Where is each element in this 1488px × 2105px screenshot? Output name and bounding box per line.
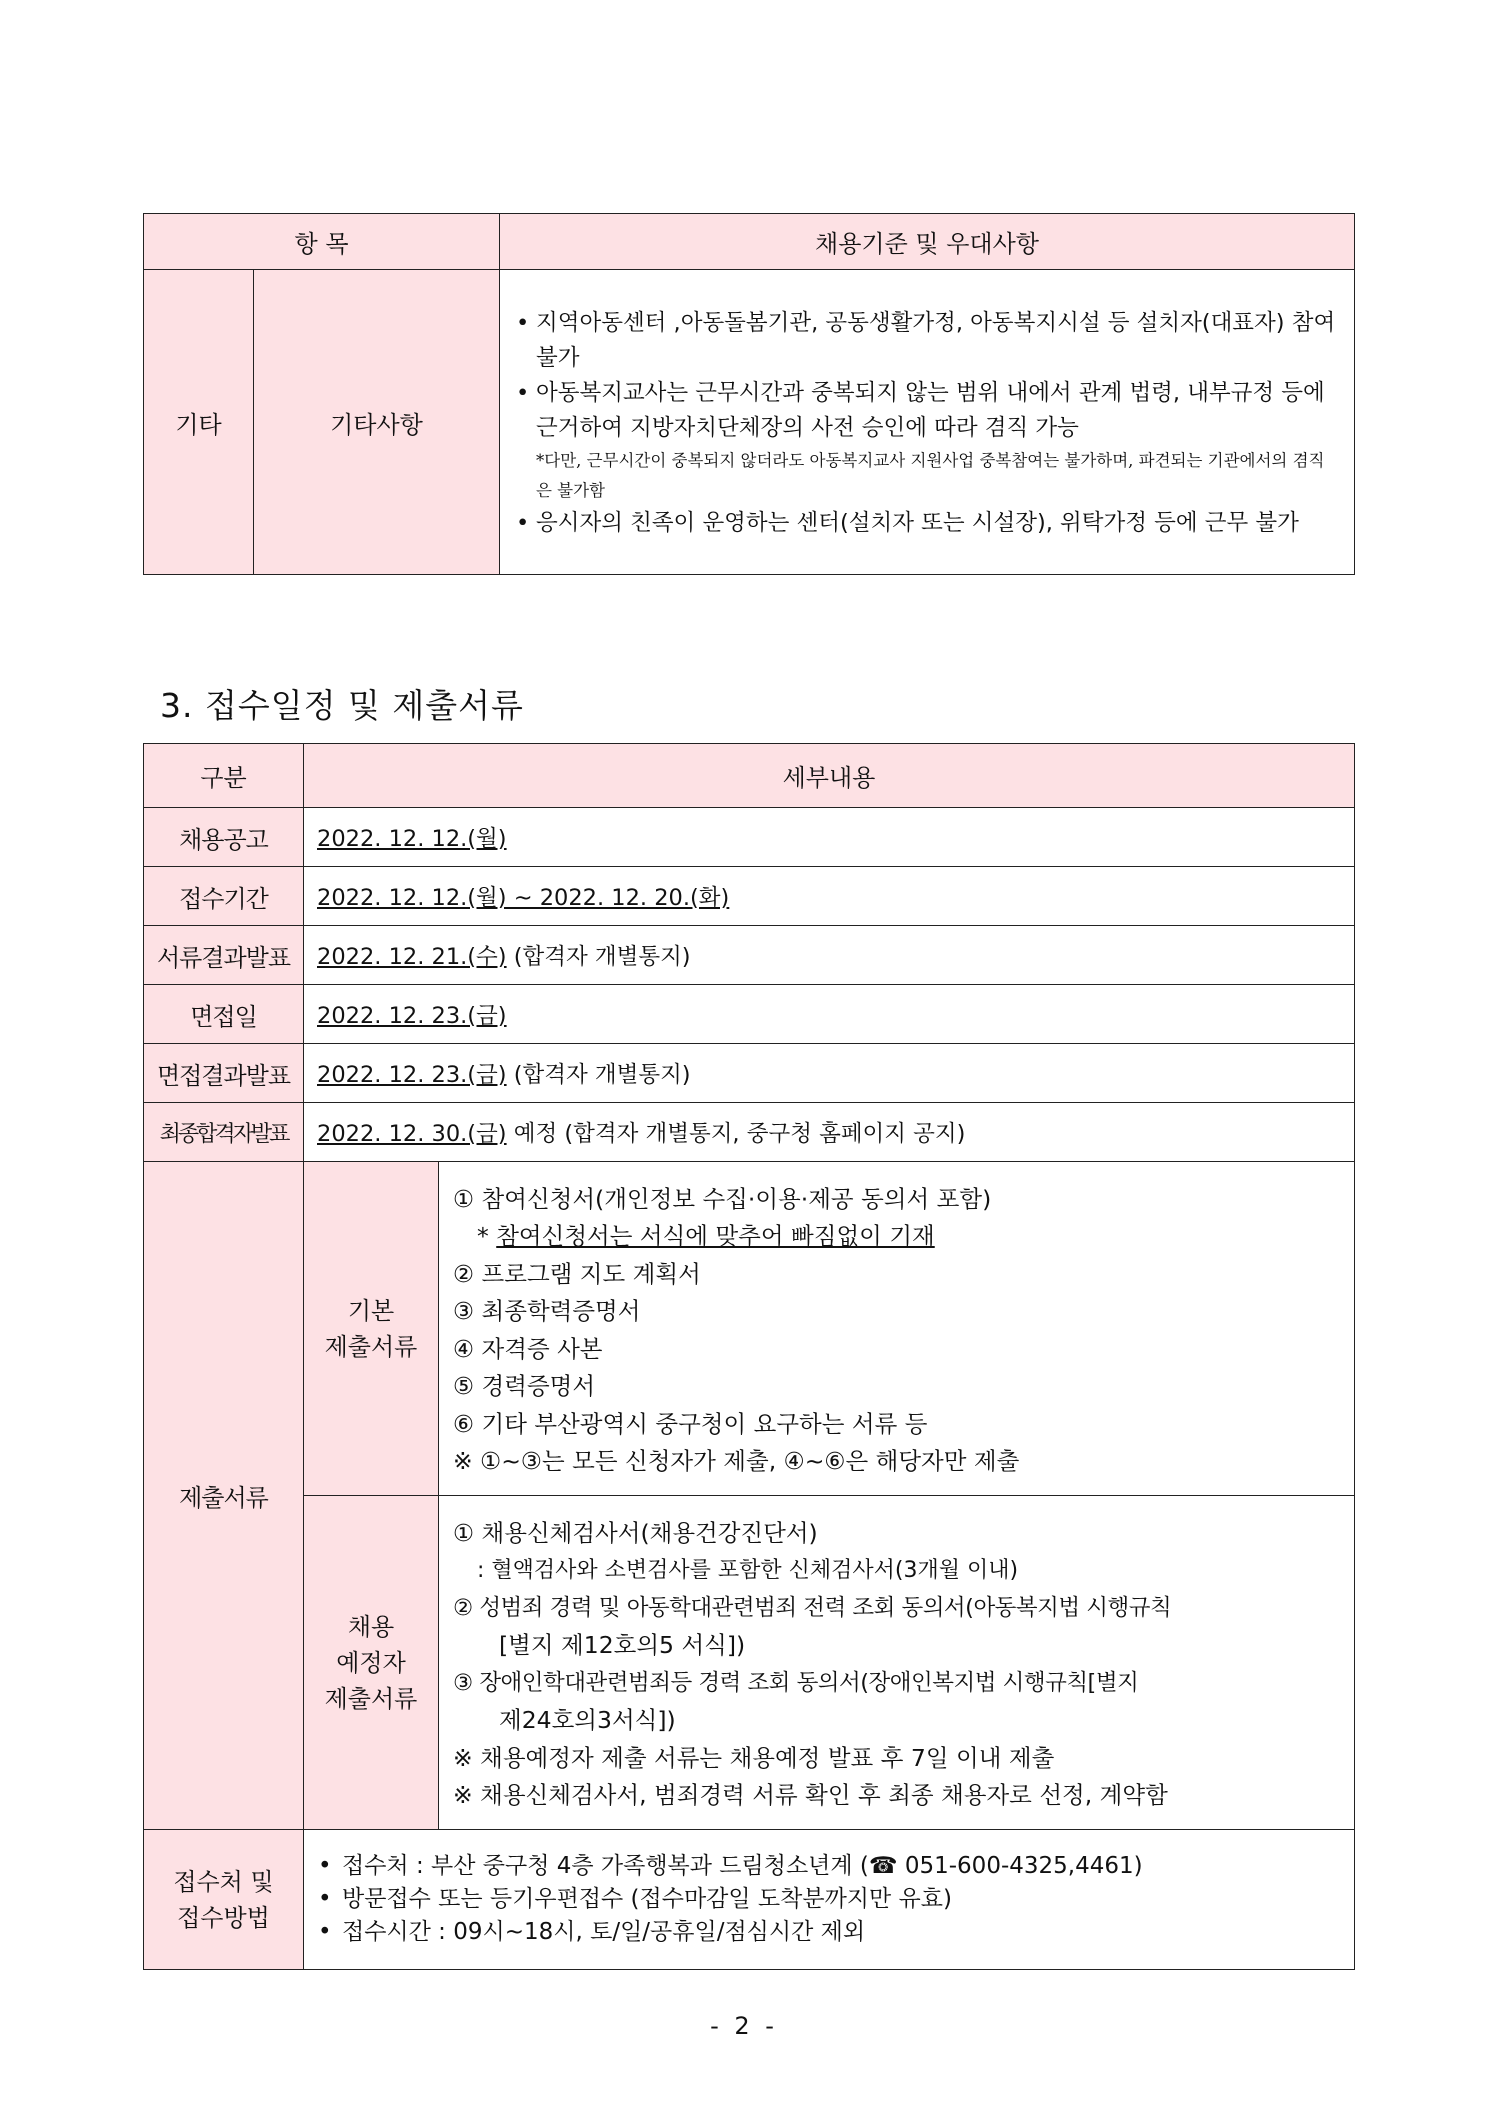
schedule-label: 접수기간 [144,867,304,926]
schedule-row [144,808,1355,867]
list-item-cont: [별지 제12호의5 서식]) [499,1631,746,1659]
schedule-date: 2022. 12. 21.(수) [317,944,507,970]
bullet-text: 아동복지교사는 근무시간과 중복되지 않는 범위 내에서 관계 법령, 내부규정 등에 근거하여 지방자치단체장의 사전 승인에 따라 겸직 가능 [536,379,1325,441]
list-item: ⑥ 기타 부산광역시 중구청이 요구하는 서류 등 [453,1409,928,1438]
list-item: ① 채용신체검사서(채용건강진단서) [453,1518,818,1547]
criteria-row-etc [144,270,1355,575]
receive-list [304,1830,1355,1970]
schedule-table [143,743,1355,1970]
criteria-table-header [144,214,1355,270]
schedule-label: 서류결과발표 [144,926,304,985]
criteria-note: *다만, 근무시간이 중복되지 않더라도 아동복지교사 지원사업 중복참여는 불가하며, 파견되는 기관에서의 겸직은 불가함 [536,450,1325,500]
bullet-icon: • [318,1919,332,1945]
schedule-row [144,926,1355,985]
schedule-date: 2022. 12. 12.(월) ~ 2022. 12. 20.(화) [317,885,730,911]
schedule-value [304,985,1355,1044]
bullet-icon: • [516,379,530,406]
bullet-icon: • [318,1853,332,1879]
planned-docs-label [304,1496,439,1830]
bullet-text: 방문접수 또는 등기우편접수 (접수마감일 도착분까지만 유효) [342,1886,952,1912]
basic-docs-label-line: 제출서류 [324,1332,418,1361]
schedule-extra: (합격자 개별통지) [506,1062,691,1088]
page-number: - 2 - [710,2012,778,2040]
basic-docs-label [304,1162,439,1496]
category-cell: 기타 [144,270,254,575]
list-item [318,1883,1340,1916]
bullet-text: 접수처 : 부산 중구청 4층 가족행복과 드림청소년계 (☎ 051-600-4325,4461) [342,1853,1143,1879]
note-star: * [477,1222,497,1250]
bullet-text: 응시자의 친족이 운영하는 센터(설치자 또는 시설장), 위탁가정 등에 근무 불가 [536,509,1299,536]
list-item-note: : 혈액검사와 소변검사를 포함한 신체검사서(3개월 이내) [477,1558,1019,1583]
section-title: 3. 접수일정 및 제출서류 [160,686,524,725]
basic-docs-label-line: 기본 [347,1296,395,1325]
list-item: ※ 채용신체검사서, 범죄경력 서류 확인 후 최종 채용자로 선정, 계약함 [453,1781,1168,1809]
docs-basic-row [144,1162,1355,1496]
schedule-date: 2022. 12. 30.(금) [317,1121,507,1147]
schedule-table-header [144,744,1355,808]
receive-label [144,1830,304,1970]
planned-docs-label-line: 예정자 [336,1648,406,1677]
schedule-label: 면접결과발표 [144,1044,304,1103]
header-criteria: 채용기준 및 우대사항 [500,214,1355,270]
list-item [318,1916,1340,1949]
schedule-label: 최종합격자발표 [144,1103,304,1162]
list-item [318,1850,1340,1883]
schedule-row [144,867,1355,926]
schedule-extra: (합격자 개별통지) [506,944,691,970]
docs-label: 제출서류 [144,1162,304,1830]
schedule-date: 2022. 12. 23.(금) [317,1003,507,1029]
schedule-label: 면접일 [144,985,304,1044]
list-item: ② 프로그램 지도 계획서 [453,1259,701,1288]
list-item: ① 참여신청서(개인정보 수집·이용·제공 동의서 포함) [453,1184,992,1213]
bullet-text: 접수시간 : 09시~18시, 토/일/공휴일/점심시간 제외 [342,1919,866,1945]
basic-docs-list [439,1162,1355,1496]
planned-docs-list [439,1496,1355,1830]
bullet-icon: • [516,309,530,336]
list-item: ④ 자격증 사본 [453,1334,603,1363]
schedule-value [304,808,1355,867]
planned-docs-label-line: 채용 [347,1612,395,1641]
schedule-extra: 예정 (합격자 개별통지, 중구청 홈페이지 공지) [506,1121,966,1147]
schedule-row [144,1103,1355,1162]
list-item [516,376,1338,446]
schedule-date: 2022. 12. 23.(금) [317,1062,507,1088]
receive-label-line: 접수처 및 [173,1867,274,1896]
schedule-value [304,1044,1355,1103]
list-item: ※ ①~③는 모든 신청자가 제출, ④~⑥은 해당자만 제출 [453,1447,1020,1475]
list-item [516,306,1338,376]
schedule-value [304,926,1355,985]
list-item: ⑤ 경력증명서 [453,1372,596,1400]
bullet-icon: • [516,509,530,536]
list-item: ③ 최종학력증명서 [453,1297,641,1325]
note-text: 참여신청서는 서식에 맞추어 빠짐없이 기재 [496,1222,935,1250]
planned-docs-label-line: 제출서류 [324,1684,418,1713]
subcategory-cell: 기타사항 [254,270,500,575]
schedule-row [144,1044,1355,1103]
header-detail: 세부내용 [304,744,1355,808]
schedule-label: 채용공고 [144,808,304,867]
schedule-value [304,1103,1355,1162]
docs-planned-row [144,1496,1355,1830]
receive-row [144,1830,1355,1970]
schedule-value [304,867,1355,926]
bullet-text: 지역아동센터 ,아동돌봄기관, 공동생활가정, 아동복지시설 등 설치자(대표자) 참여 불가 [536,309,1336,371]
list-item-cont: 제24호의3서식]) [499,1706,676,1734]
schedule-row [144,985,1355,1044]
list-item [516,506,1338,541]
criteria-content [500,270,1355,575]
list-item: ③ 장애인학대관련범죄등 경력 조회 동의서(장애인복지법 시행규칙[별지 [453,1669,1139,1696]
header-item: 항 목 [144,214,500,270]
receive-label-line: 접수방법 [177,1903,270,1932]
schedule-date: 2022. 12. 12.(월) [317,826,507,852]
criteria-table [143,213,1355,575]
header-category: 구분 [144,744,304,808]
list-item: ② 성범죄 경력 및 아동학대관련범죄 전력 조회 동의서(아동복지법 시행규칙 [453,1594,1172,1621]
list-item-note [453,1218,1340,1256]
list-item: ※ 채용예정자 제출 서류는 채용예정 발표 후 7일 이내 제출 [453,1743,1055,1772]
bullet-icon: • [318,1886,332,1912]
